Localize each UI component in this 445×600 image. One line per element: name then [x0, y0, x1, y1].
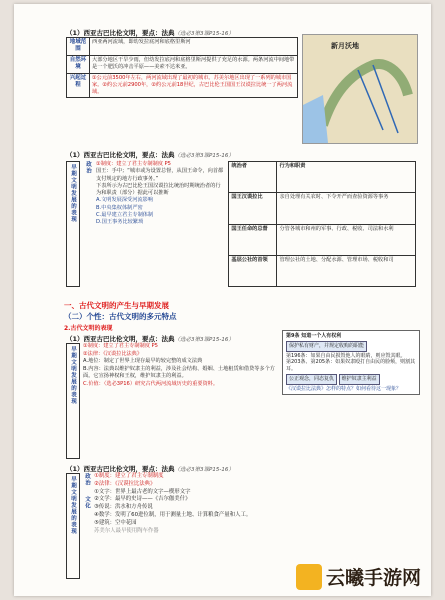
culture-label: 文化 [84, 496, 90, 509]
excerpt-callout: 维护奴隶主利益 [339, 374, 380, 385]
section-1-title: （1）西亚古巴比伦文明，要点：法典（选必3第3课P15-16） [66, 29, 234, 37]
section-2-title: （1）西亚古巴比伦文明，要点：法典（选必3第3课P15-16） [66, 151, 234, 159]
watermark [296, 563, 421, 590]
row-text: ①公元前3500年左右，两河流域出现了最初的城市。苏美尔地区出现了一系列的城市国家。②约公元前2900年，②约公元前18世纪，古巴比伦王国国王汉谟拉比统一了两河流域。 [90, 73, 298, 97]
row-label: 自然环境 [67, 55, 90, 73]
watermark-logo-icon [296, 564, 322, 590]
row-text: 西亚两河流域，即幼发拉底河和底格里斯河 [90, 38, 298, 56]
table-cell: 国王任命的总督 [229, 224, 277, 255]
table-header: 行为和职责 [277, 162, 416, 193]
section-3-side-label: 早期文明发展的表现 [66, 343, 80, 459]
item: ②法律：《汉谟拉比法典》 [94, 480, 156, 487]
section-4 [66, 464, 316, 579]
section-2-items [96, 161, 224, 287]
section-2-side-label: 早期文明发展的表现 [66, 161, 80, 287]
table-row [229, 224, 416, 255]
table-cell: 管理公社的土地、分配水源、管理市场、税收和司 [277, 255, 416, 286]
table-cell: 国王汉谟拉比 [229, 193, 277, 224]
option-d: D.国王事务比较繁琐 [96, 219, 144, 226]
excerpt-question: 《汉谟拉比法典》怎样的特点？如何看待这一现象？ [286, 385, 402, 392]
option-c: C.最早建立君主专制体制 [96, 211, 154, 218]
item: 国王：手中；“城市或为设置总督，从国王命令，向首都支付规定的地方行政事务。” [96, 168, 224, 182]
item: ②法律：《汉谟拉比法典》 [83, 350, 143, 357]
excerpt-line: 第196条：如果自由民损毁他人的眼睛，则应毁其眼。 [286, 352, 406, 359]
heading-3: 2.古代文明的表现 [64, 325, 113, 332]
table-cell: 亲自处理有关农时、下令开严而查验资源等事务 [277, 193, 416, 224]
map-label: 新月沃地 [331, 42, 359, 50]
excerpt-callout: 保护私有财产，并规定收购的职能 [286, 341, 367, 352]
section-3 [66, 334, 278, 459]
row-text: 大部分地区干旱少雨，但幼发拉底河和底格里斯河提供了充足的水源。两条河流中间地带是一个肥沃的冲击平原——美索不达米亚。 [90, 55, 298, 73]
item: B.内容：法典以维护奴隶主的利益，涉及社会结构、婚姻、土地租赁和借贷等多个方面。它宣扬神权和王权，维护奴隶主的利益。 [83, 365, 275, 380]
law-excerpt-box [282, 330, 420, 395]
item: ①文字：世界上最古老的文字—楔形文字 [94, 488, 191, 495]
item: A.地位：制定了世界上现存最早的较完整的成文法典 [83, 358, 203, 365]
item: 下表所示为古巴比伦王国汉谟拉比统治时期统治者的行为和职责（部分）据此可以推断 [96, 182, 221, 197]
item: ④数学：发明了60进位制，用于测量土地、计算粮食产量和人工。 [94, 512, 252, 519]
row-label: 地域范围 [67, 38, 90, 56]
table-row [67, 55, 298, 73]
table-row [229, 193, 416, 224]
item: C.价值：（选必3P16）研究古代两河流域历史的重要资料。 [83, 380, 219, 387]
table-row [229, 255, 416, 286]
document-page [14, 4, 431, 596]
table-cell: 分管各城市和州的军事、行政、税收、司法和水利 [277, 224, 416, 255]
item: ②文学：最早的史诗——《吉尔伽美什》 [94, 496, 191, 503]
option-b: B.中央集权体制严密 [96, 204, 143, 211]
section-3-items [83, 343, 278, 459]
heading-1: 一、古代文明的产生与早期发展 [64, 301, 169, 310]
table-row [229, 162, 416, 193]
item: ①制度：建立了君主专制制度 [94, 473, 164, 479]
politics-label: 政治 [84, 473, 90, 486]
map-graphic [303, 35, 417, 143]
fertile-crescent-map [302, 34, 418, 144]
item: ③传说：洪水和方舟传说 [94, 504, 153, 511]
section-2 [66, 150, 416, 287]
heading-2: （二）个性：古代文明的多元特点 [64, 312, 177, 321]
section-1-table [66, 37, 298, 98]
table-row [67, 73, 298, 97]
section-3-title: （1）西亚古巴比伦文明，要点：法典（选必3第3课P15-16） [66, 335, 234, 343]
section-4-side-label: 早期文明发展的表现 [66, 473, 80, 579]
item: ①制度：建立了君主专制制度 P5 [96, 161, 171, 167]
item: ⑤建筑：空中花园 [94, 519, 137, 526]
table-header: 统治者 [229, 162, 277, 193]
table-cell: 基层公社的首领 [229, 255, 277, 286]
excerpt-line: 第203条、第205条：如果奴隶殴打自由民的脸颊，则割其耳。 [286, 359, 416, 372]
excerpt-callout: 公正观念，同态复仇 [286, 374, 337, 385]
row-label: 兴起过程 [67, 73, 90, 97]
option-a: A.文明发展深受河流影响 [96, 197, 153, 204]
section-1 [66, 28, 298, 98]
politics-label: 政治 [85, 161, 91, 174]
item: 苏美尔人最早使用陶车作器 [94, 527, 159, 534]
item: ①制度：建立了君主专制制度 P5 [83, 343, 158, 349]
section-4-items [94, 473, 251, 579]
watermark-text: 云曦手游网 [325, 567, 421, 589]
table-row [67, 38, 298, 56]
excerpt-line: 第9条 知道一个人有权利 [286, 333, 342, 339]
section-4-title: （1）西亚古巴比伦文明，要点：法典（选必3第3课P15-16） [66, 465, 234, 473]
ruler-table [228, 161, 416, 287]
